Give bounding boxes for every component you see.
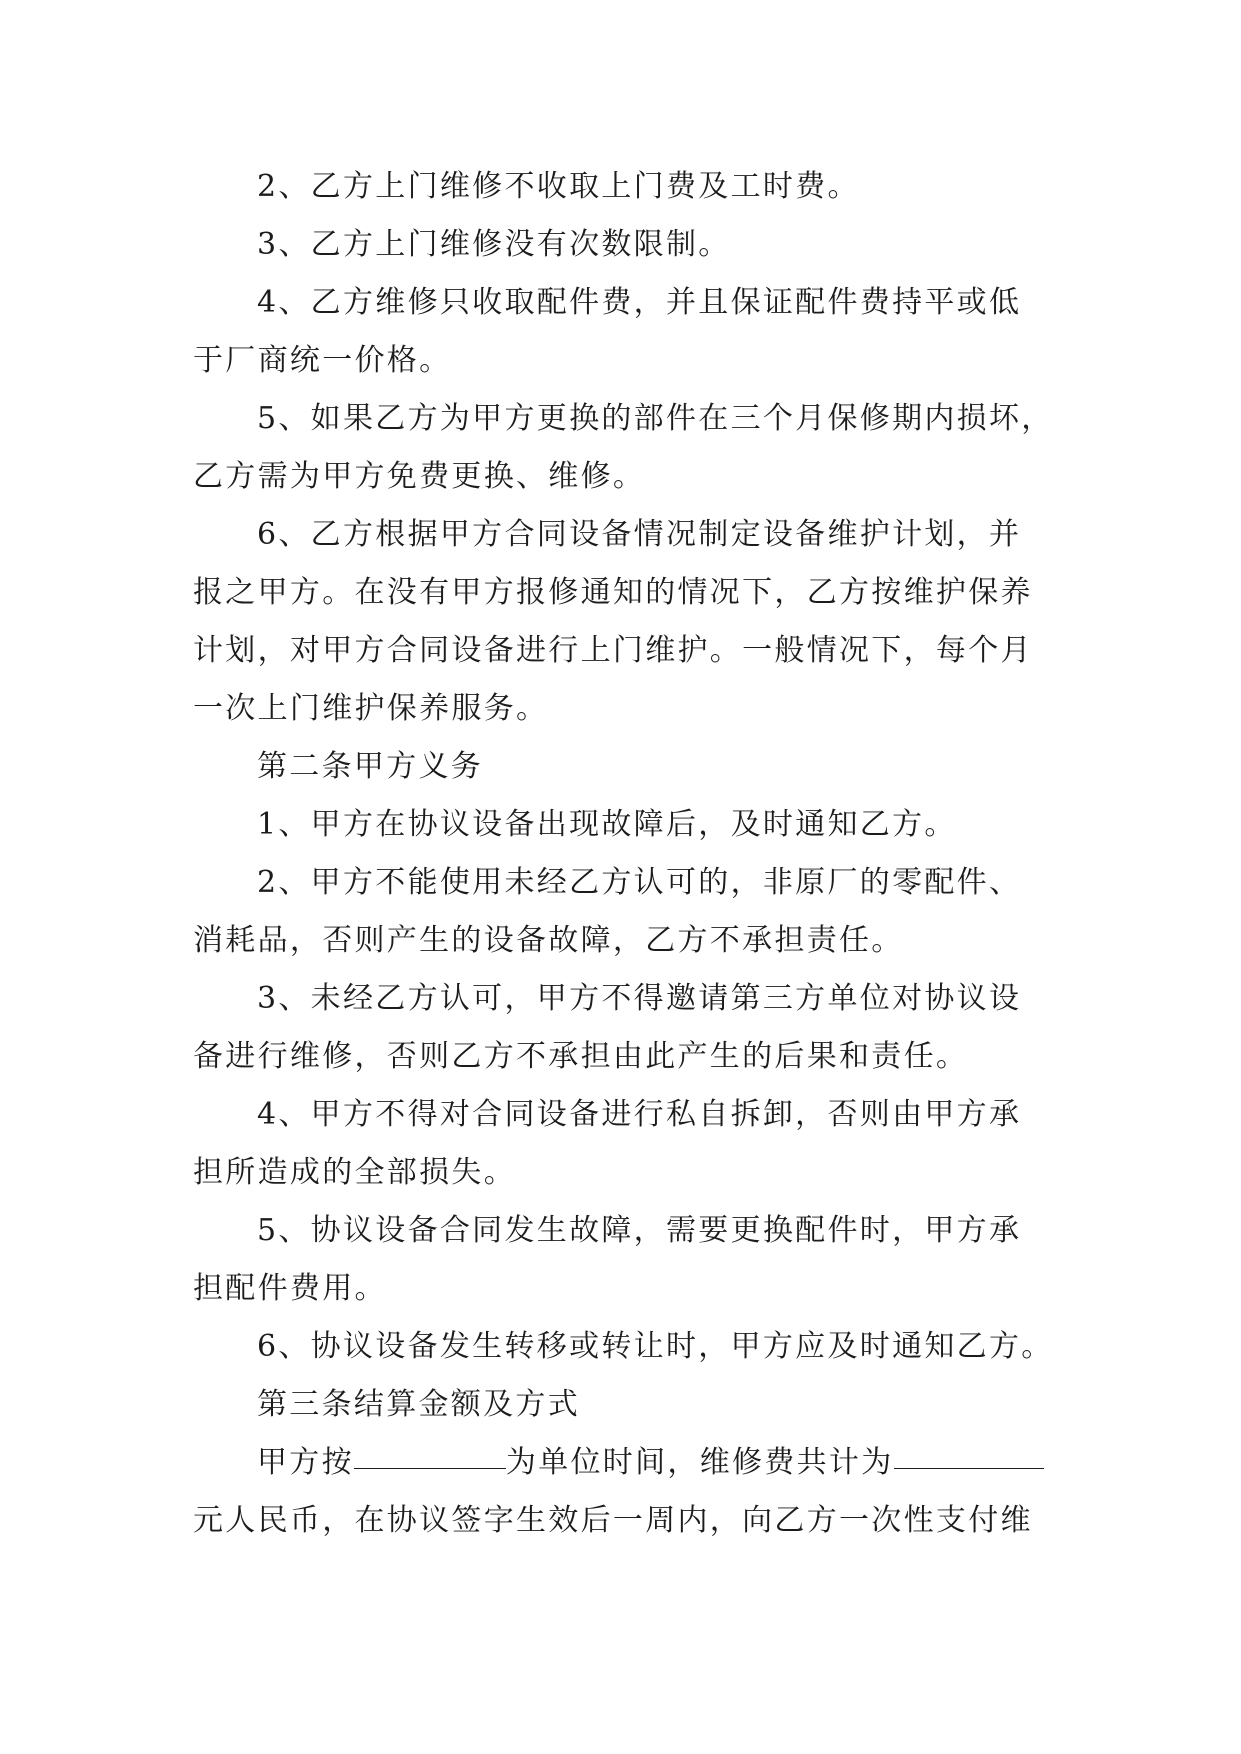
clause-line: 消耗品，否则产生的设备故障，乙方不承担责任。 (193, 923, 904, 958)
settlement-line (193, 1434, 1053, 1492)
settlement-prefix: 甲方按 (257, 1445, 354, 1480)
clause-line: 乙方需为甲方免费更换、维修。 (193, 459, 646, 494)
settlement-middle: 为单位时间，维修费共计为 (505, 1445, 894, 1480)
clause-line: 备进行维修，否则乙方不承担由此产生的后果和责任。 (193, 1039, 969, 1074)
clause-line: 3、乙方上门维修没有次数限制。 (257, 227, 731, 262)
blank-amount (894, 1434, 1044, 1469)
section-heading: 第三条结算金额及方式 (257, 1387, 580, 1422)
clause-line: 元人民币，在协议签字生效后一周内，向乙方一次性支付维 (193, 1503, 1033, 1538)
clause-line: 5、协议设备合同发生故障，需要更换配件时，甲方承 (257, 1213, 1022, 1248)
clause-line: 2、甲方不能使用未经乙方认可的，非原厂的零配件、 (257, 865, 1022, 900)
clause-line: 于厂商统一价格。 (193, 343, 452, 378)
clause-line: 报之甲方。在没有甲方报修通知的情况下，乙方按维护保养 (193, 575, 1033, 610)
section-heading: 第二条甲方义务 (257, 749, 484, 784)
clause-line: 4、甲方不得对合同设备进行私自拆卸，否则由甲方承 (257, 1097, 1022, 1132)
clause-line: 6、协议设备发生转移或转让时，甲方应及时通知乙方。 (257, 1329, 1054, 1364)
clause-line: 6、乙方根据甲方合同设备情况制定设备维护计划，并 (257, 517, 1022, 552)
blank-time-unit (354, 1434, 506, 1469)
clause-line: 5、如果乙方为甲方更换的部件在三个月保修期内损坏， (257, 401, 1054, 436)
clause-line: 计划，对甲方合同设备进行上门维护。一般情况下，每个月 (193, 633, 1033, 668)
clause-line: 3、未经乙方认可，甲方不得邀请第三方单位对协议设 (257, 981, 1022, 1016)
clause-line: 一次上门维护保养服务。 (193, 691, 549, 726)
clause-line: 担配件费用。 (193, 1271, 387, 1306)
clause-line: 4、乙方维修只收取配件费，并且保证配件费持平或低 (257, 285, 1022, 320)
clause-line: 2、乙方上门维修不收取上门费及工时费。 (257, 169, 860, 204)
clause-line: 担所造成的全部损失。 (193, 1155, 516, 1190)
contract-body (193, 158, 1053, 1550)
clause-line: 1、甲方在协议设备出现故障后，及时通知乙方。 (257, 807, 957, 842)
